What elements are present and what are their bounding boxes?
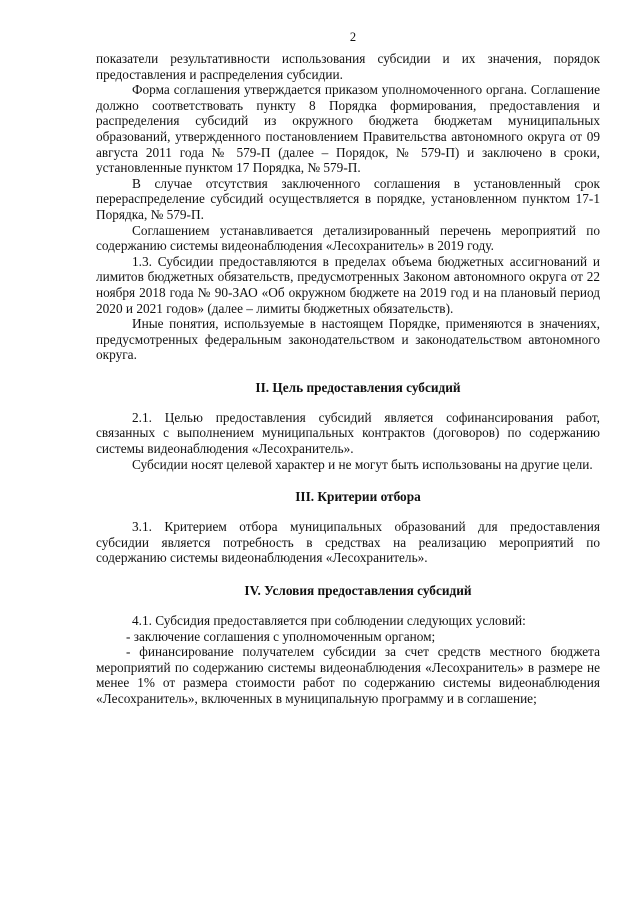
section-3-heading: III. Критерии отбора (295, 489, 421, 505)
paragraph-3-1: 3.1. Критерием отбора муниципальных образований для предоставления субсидии является потребность в средствах на реализацию мероприятий по содержанию системы видеонаблюдения «Лесохранитель». (96, 519, 600, 566)
paragraph-4-1: 4.1. Субсидия предоставляется при соблюдении следующих условий: (132, 613, 526, 629)
page-number: 2 (349, 30, 357, 44)
paragraph-intro-continuation: показатели результативности использования субсидии и их значения, порядок предоставления и распределения субсидии. (96, 51, 600, 82)
paragraph-agreement-form: Форма соглашения утверждается приказом уполномоченного органа. Соглашение должно соответствовать пункту 8 Порядка формирования, предоставления и распределения субсидий из окружного бюджета бюджетам муниципальных образований, утвержденного постановлением Правительства автономного округа от 09 августа 2011 года № 579-П (далее – Порядок, № 579-П) и заключено в сроки, установленные пунктом 17 Порядка, № 579-П. (96, 82, 600, 176)
section-2-heading: II. Цель предоставления субсидий (255, 379, 461, 395)
paragraph-2-targeted: Субсидии носят целевой характер и не могут быть использованы на другие цели. (132, 456, 593, 472)
paragraph-agreement-list: Соглашением устанавливается детализированный перечень мероприятий по содержанию системы видеонаблюдения «Лесохранитель» в 2019 году. (96, 222, 600, 254)
paragraph-1-3: 1.3. Субсидии предоставляются в пределах объема бюджетных ассигнований и лимитов бюджетных обязательств, предусмотренных Законом автономного округа от 22 ноября 2018 года № 90-ЗАО «Об окружном бюджете на 2019 год и на плановый период 2020 и 2021 годов» (далее – лимиты бюджетных обязательств). (96, 253, 600, 316)
paragraph-no-agreement: В случае отсутствия заключенного соглашения в установленный срок перераспределение субсидий осуществляется в порядке, установленном пунктом 17-1 Порядка, № 579-П. (96, 175, 600, 222)
paragraph-2-1: 2.1. Целью предоставления субсидий является софинансирования работ, связанных с выполнением муниципальных контрактов (договоров) по содержанию системы видеонаблюдения «Лесохранитель». (96, 409, 600, 457)
condition-agreement: - заключение соглашения с уполномоченным органом; (126, 628, 436, 644)
condition-financing: - финансирование получателем субсидии за счет средств местного бюджета мероприятий по содержанию системы видеонаблюдения «Лесохранитель» в размере не менее 1% от размера стоимости работ по содержанию системы видеонаблюдения «Лесохранитель», включенных в муниципальную программу и в соглашение; (96, 644, 600, 706)
section-4-heading: IV. Условия предоставления субсидий (244, 583, 472, 599)
paragraph-other-terms: Иные понятия, используемые в настоящем Порядке, применяются в значениях, предусмотренных федеральным законодательством и законодательством автономного округа. (96, 316, 600, 363)
